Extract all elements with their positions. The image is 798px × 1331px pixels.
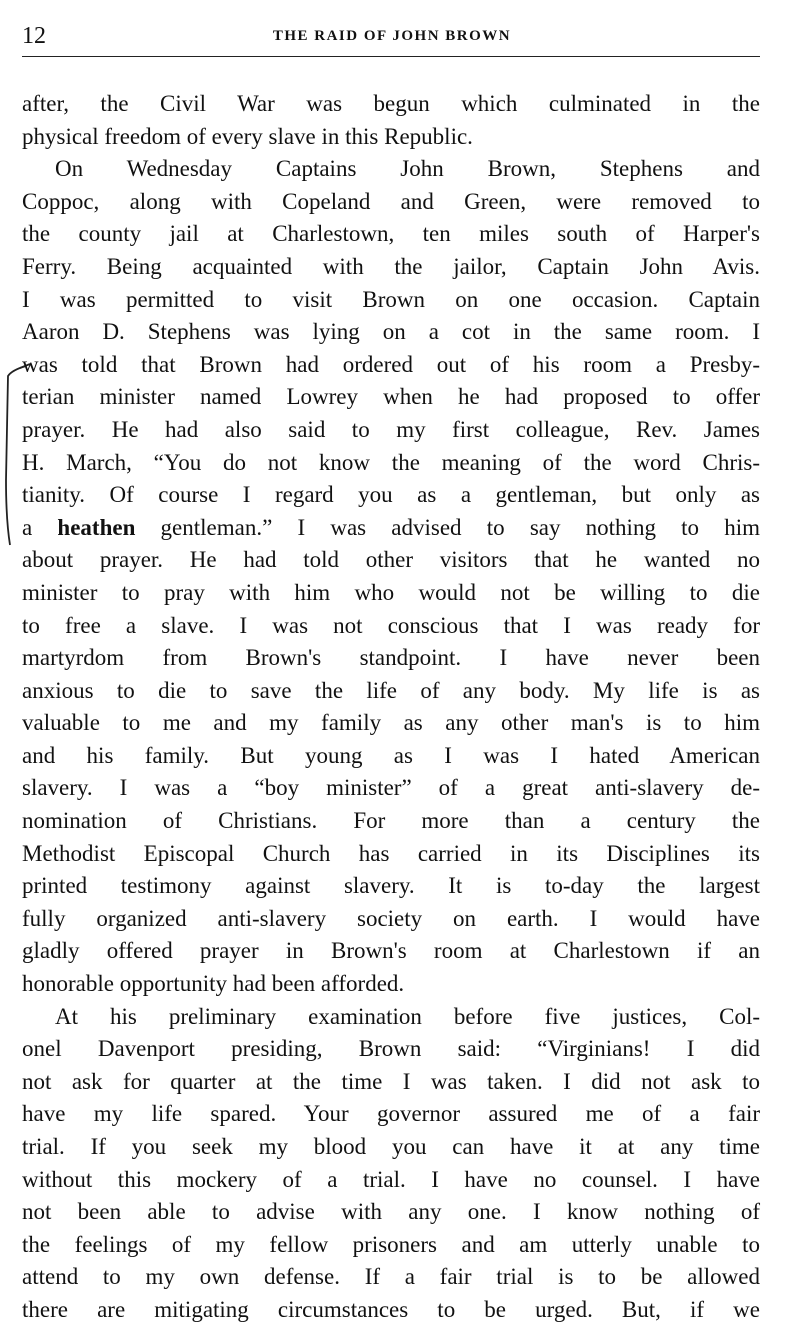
text-line: not been able to advise with any one. I know nothing of [22,1199,760,1225]
text-line: after, the Civil War was begun which culminated in the [22,91,760,116]
body-text [22,88,760,1327]
text-line: valuable to me and my family as any other man's is to him [22,710,760,736]
text-line: anxious to die to save the life of any body. My life is as [22,677,760,703]
text-line: and his family. But young as I was I hated American [22,742,760,768]
paragraph [22,88,760,153]
page-number: 12 [22,23,46,49]
text-line: to free a slave. I was not conscious that I was ready for [22,612,760,638]
text-line: On Wednesday Captains John Brown, Stephens and [55,156,760,182]
text-line: have my life spared. Your governor assured me of a fair [22,1101,760,1127]
text-line: onel Davenport presiding, Brown said: “Virginians! I did [22,1036,760,1062]
text-line: a heathen gentleman.” I was advised to say nothing to him [22,514,760,540]
text-line: slavery. I was a “boy minister” of a great anti-slavery de- [22,775,760,801]
text-line: about prayer. He had told other visitors that he wanted no [22,547,760,573]
page-header [22,22,762,52]
text-line: I was permitted to visit Brown on one occasion. Captain [22,286,760,312]
text-line: fully organized anti-slavery society on earth. I would have [22,905,760,931]
header-rule [22,56,760,57]
text-line: without this mockery of a trial. I have no counsel. I have [22,1166,760,1192]
text-line: At his preliminary examination before five justices, Col- [55,1003,760,1029]
paragraph [22,153,760,1000]
text-line: printed testimony against slavery. It is to-day the largest [22,873,760,899]
text-line: Methodist Episcopal Church has carried in its Disciplines its [22,840,760,866]
text-line: nomination of Christians. For more than a century the [22,808,760,834]
text-line: H. March, “You do not know the meaning of the word Chris- [22,449,760,475]
text-line: martyrdom from Brown's standpoint. I have never been [22,645,760,671]
text-line: trial. If you seek my blood you can have it at any time [22,1134,760,1159]
text-line: physical freedom of every slave in this Republic. [22,123,473,149]
text-line: there are mitigating circumstances to be urged. But, if we [22,1296,760,1322]
paragraph [22,1001,760,1327]
text-line: Ferry. Being acquainted with the jailor, Captain John Avis. [22,253,760,279]
text-line: the county jail at Charlestown, ten miles south of Harper's [22,221,760,247]
text-line: tianity. Of course I regard you as a gentleman, but only as [22,482,760,508]
text-line: gladly offered prayer in Brown's room at Charlestown if an [22,938,760,964]
text-line: minister to pray with him who would not be willing to die [22,579,760,605]
text-line: honorable opportunity had been afforded. [22,971,405,997]
running-title: THE RAID OF JOHN BROWN [272,28,512,44]
text-line: Coppoc, along with Copeland and Green, were removed to [22,188,760,214]
text-line: was told that Brown had ordered out of his room a Presby- [22,351,760,377]
emphasized-word: heathen [57,514,136,540]
text-line: terian minister named Lowrey when he had proposed to offer [22,384,760,410]
text-line: the feelings of my fellow prisoners and am utterly unable to [22,1231,760,1257]
text-line: Aaron D. Stephens was lying on a cot in the same room. I [22,319,760,345]
text-line: attend to my own defense. If a fair trial is to be allowed [22,1264,760,1290]
text-line: prayer. He had also said to my first colleague, Rev. James [22,416,760,442]
text-line: not ask for quarter at the time I was taken. I did not ask to [22,1068,760,1094]
